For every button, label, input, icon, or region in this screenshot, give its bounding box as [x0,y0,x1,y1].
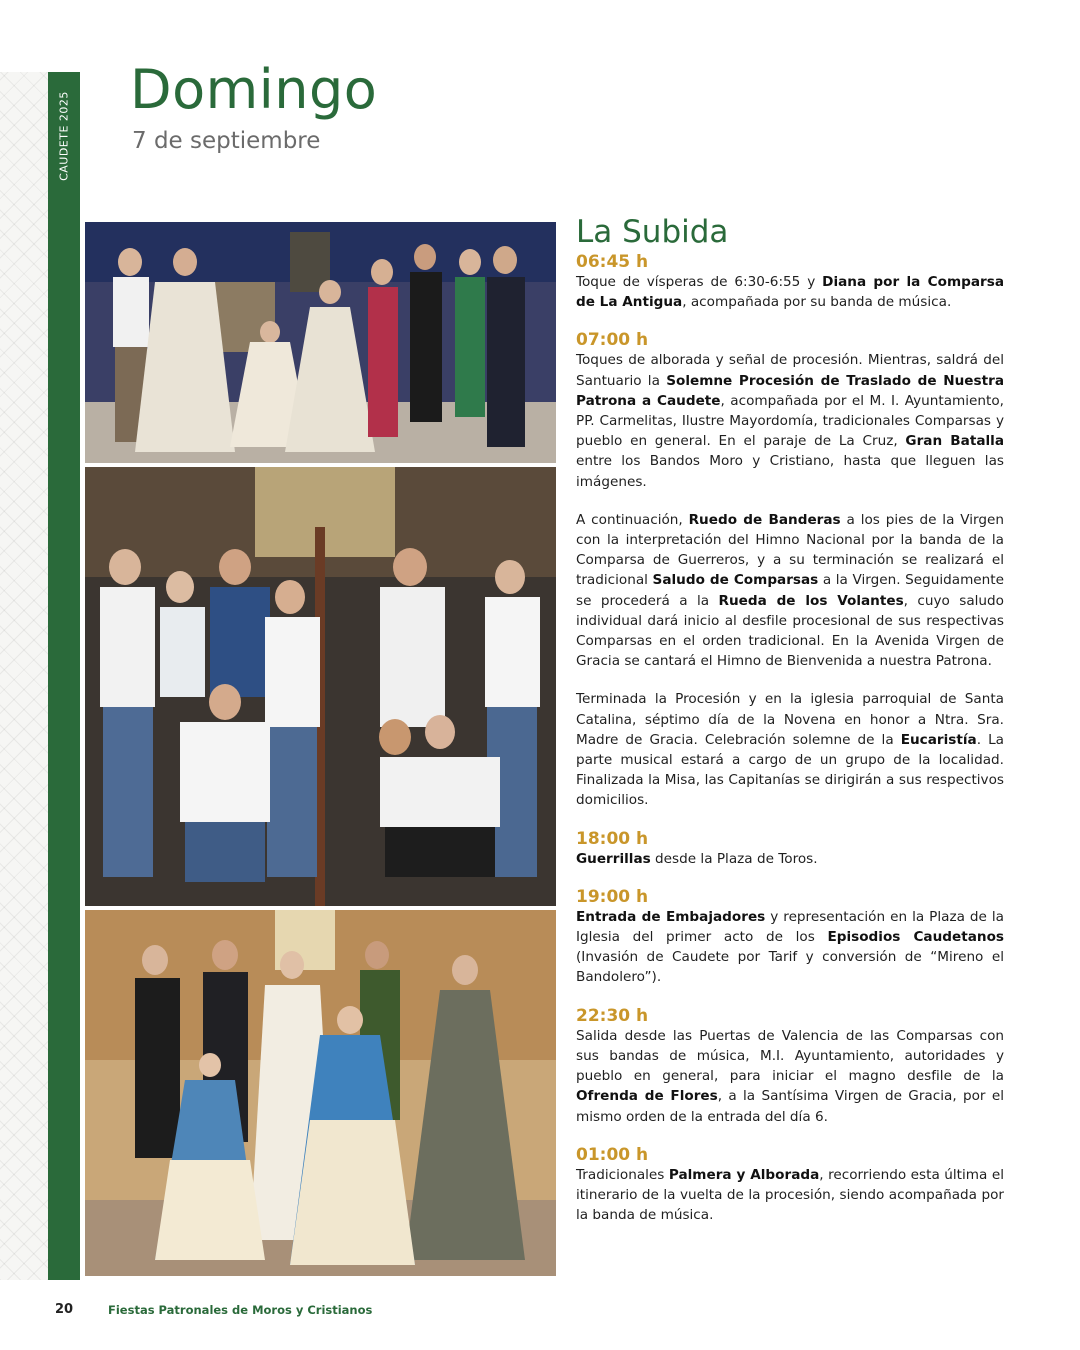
event-highlight: Eucaristía [900,731,977,748]
page-date: 7 de septiembre [132,128,321,154]
event-highlight: Entrada de Embajadores [576,908,766,925]
event-block [576,252,1004,312]
event-highlight: Episodios Caudetanos [827,929,1004,946]
event-text: , acompañada por el M. I. Ayuntamiento, PP. Carmelitas, Ilustre Mayordomía, tradicionales Comparsas y pueblo en general. En el paraje de La Cruz, [576,392,1005,450]
event-highlight: Diana por la Comparsa de La Antigua [576,274,1004,311]
event-highlight: Ofrenda de Flores [576,1088,718,1105]
event-highlight: Saludo de Comparsas [652,572,819,589]
event-text: Tradicionales [576,1166,669,1183]
event-highlight: Guerrillas [576,850,651,867]
event-highlight: Ruedo de Banderas [688,511,841,528]
event-text: desde la Plaza de Toros. [650,850,818,867]
event-time: 07:00 h [576,330,649,351]
event-description [576,350,1004,491]
event-time: 18:00 h [576,828,649,849]
event-text: Salida desde las Puertas de Valencia de las Comparsas con sus bandas de música, M.I. Ayuntamiento, autoridades y pueblo en general, para iniciar el magno desfile de la [576,1027,1004,1085]
side-bar [48,72,80,1280]
event-block [576,330,1004,491]
event-text: , a la Santísima Virgen de Gracia, por el mismo orden de la entrada del día 6. [576,1088,1004,1125]
schedule-column [576,214,1004,1243]
event-block [576,1006,1004,1127]
event-text: Toques de alborada y señal de procesión. Mientras, saldrá del Santuario la [576,352,1004,389]
section-title: La Subida [576,214,729,250]
event-text: entre los Bandos Moro y Cristiano, hasta que lleguen las imágenes. [576,453,1004,490]
event-text: , recorriendo esta última el itinerario de la vuelta de la procesión, siendo acompañada por la banda de música. [576,1166,1004,1224]
photo-comparsa-group [85,467,556,906]
photo-church-group [85,910,556,1276]
event-block [576,829,1004,869]
event-list [576,252,1004,1225]
event-description [576,1165,1004,1226]
event-block [576,689,1004,810]
event-block [576,510,1004,672]
event-time: 22:30 h [576,1005,649,1026]
event-time: 01:00 h [576,1144,649,1165]
event-text: Toque de vísperas de 6:30-6:55 y [576,274,823,290]
event-description [576,510,1004,672]
event-description [576,849,1004,869]
event-time: 19:00 h [576,886,649,907]
event-block [576,887,1004,988]
event-text: , acompañada por su banda de música. [682,294,952,311]
event-text: , cuyo saludo individual dará inicio al desfile procesional de sus respectivas Comparsas en el orden tradicional. En la Avenida Virgen de Gracia se cantará el Himno de Bienvenida a nuestra Patrona. [576,592,1004,670]
photo-group-portrait [85,222,556,463]
event-highlight: Rueda de los Volantes [718,592,904,609]
side-bar-label: CAUDETE 2025 [57,91,71,181]
event-text: (Invasión de Caudete por Tarif y conversión de “Mireno el Bandolero”). [576,949,1004,986]
event-block [576,1145,1004,1226]
event-text: a la Virgen. Seguidamente se procederá a la [576,572,1004,609]
publication-title: Fiestas Patronales de Moros y Cristianos [108,1303,373,1317]
event-description [576,1026,1004,1127]
event-time: 06:45 h [576,252,649,272]
event-description [576,907,1004,988]
page-number: 20 [55,1302,74,1317]
event-text: y representación en la Plaza de la Iglesia del primer acto de los [576,908,1004,946]
event-highlight: Palmera y Alborada [668,1166,820,1183]
event-description [576,689,1004,810]
event-text: . La parte musical estará a cargo de un grupo de la localidad. Finalizada la Misa, las Capitanías se dirigirán a sus respectivos domicilios. [576,731,1004,809]
event-text: A continuación, [576,511,689,528]
event-text: a los pies de la Virgen con la interpretación del Himno Nacional por la banda de la Comparsa de Guerreros, y a su terminación se realizará el tradicional [576,511,1004,589]
event-highlight: Gran Batalla [905,433,1004,450]
event-highlight: Solemne Procesión de Traslado de Nuestra Patrona a Caudete [576,372,1004,409]
page-title: Domingo [130,58,378,121]
decorative-pattern [0,72,48,1280]
event-text: Terminada la Procesión y en la iglesia parroquial de Santa Catalina, séptimo día de la Novena en honor a Ntra. Sra. Madre de Gracia. Celebración solemne de la [576,691,1004,748]
event-description [576,272,1004,312]
